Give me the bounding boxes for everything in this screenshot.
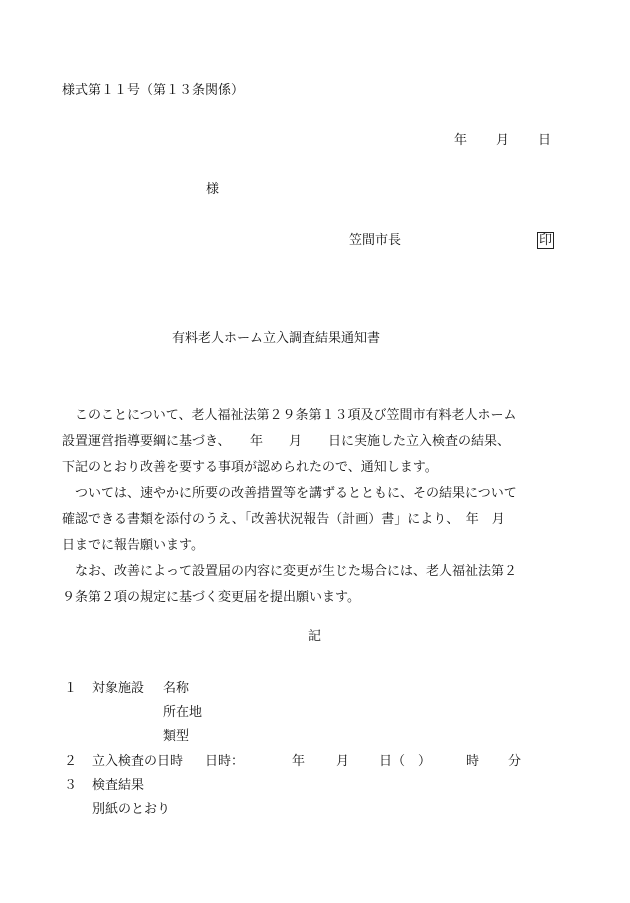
item2-month: 月	[336, 754, 350, 769]
addressee-suffix: 様	[206, 182, 220, 197]
ki-heading: 記	[308, 629, 322, 644]
item2-label: 立入検査の日時	[92, 754, 184, 769]
body-line: なお、改善によって設置届の内容に変更が生じた場合には、老人福祉法第２	[62, 564, 518, 579]
sender-name: 笠間市長	[349, 233, 402, 248]
body-line: 日までに報告願います。	[62, 538, 204, 553]
item2-minute: 分	[508, 754, 522, 769]
document-title: 有料老人ホーム立入調査結果通知書	[172, 331, 381, 346]
item2-number: ２	[64, 754, 78, 769]
seal-text: 印	[539, 233, 553, 248]
body-text	[62, 403, 572, 611]
item2-day: 日（ ）	[379, 754, 432, 769]
item1-sub-address: 所在地	[163, 705, 203, 720]
date-year: 年	[454, 133, 468, 148]
item2-hour: 時	[466, 754, 480, 769]
date-day: 日	[537, 133, 551, 148]
form-number: 様式第１１号（第１３条関係）	[62, 83, 245, 98]
date-line	[454, 133, 551, 149]
date-month: 月	[495, 133, 509, 148]
body-line: ついては、速やかに所要の改善措置等を講ずるとともに、その結果について	[62, 486, 517, 501]
body-line: 下記のとおり改善を要する事項が認められたので、通知します。	[62, 460, 438, 475]
item1-sub-type: 類型	[163, 729, 190, 744]
body-line: 確認できる書類を添付のうえ、「改善状況報告（計画）書」により、 年 月	[62, 512, 505, 527]
item1-sub-name: 名称	[163, 681, 190, 696]
item2-datetime-label: 日時：	[205, 754, 245, 769]
body-line: ９条第２項の規定に基づく変更届を提出願います。	[62, 590, 360, 605]
item3-number: ３	[64, 778, 78, 793]
item1-label: 対象施設	[92, 681, 145, 696]
item1-number: １	[64, 681, 78, 696]
item3-detail: 別紙のとおり	[92, 802, 171, 817]
item3-label: 検査結果	[92, 778, 145, 793]
body-line: 設置運営指導要綱に基づき、 年 月 日に実施した立入検査の結果、	[62, 434, 510, 449]
item2-year: 年	[292, 754, 306, 769]
seal-mark	[537, 232, 554, 249]
body-line: このことについて、老人福祉法第２９条第１３項及び笠間市有料老人ホーム	[62, 408, 517, 423]
